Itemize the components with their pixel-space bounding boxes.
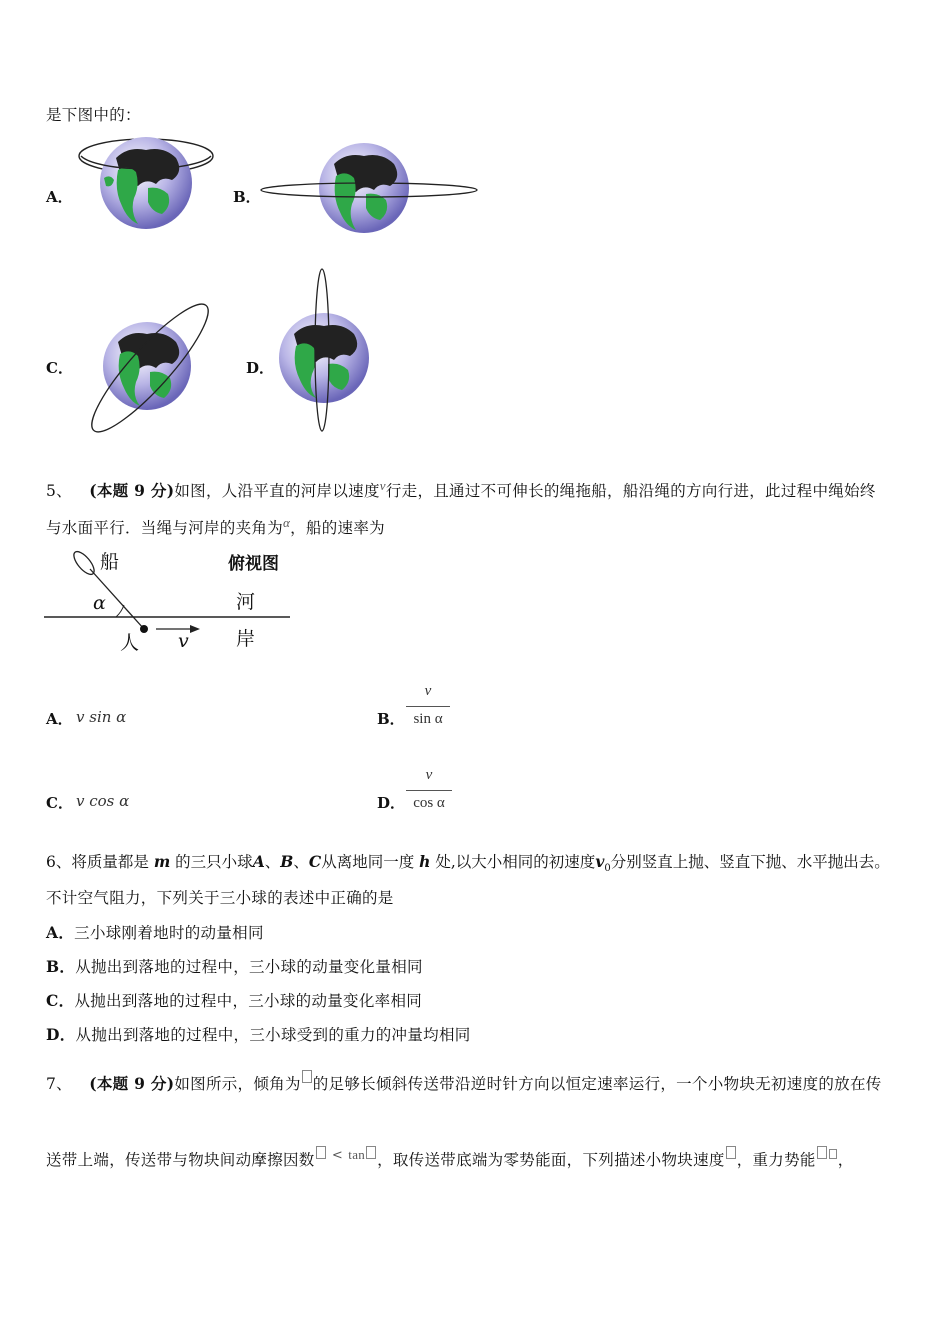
q4-option-a-label: A．	[46, 188, 73, 206]
globe-with-equatorial-ring-icon	[258, 142, 480, 238]
q6-ball-b: B	[280, 852, 294, 871]
q5-option-d-label: D．	[377, 794, 406, 812]
q7-angle-placeholder-icon	[302, 1070, 312, 1083]
q5-figure-bank-label: 岸	[236, 628, 256, 650]
q7-energy-placeholder-icon	[817, 1146, 827, 1159]
q6-option-d-text: 从抛出到落地的过程中，三小球受到的重力的冲量均相同	[75, 1026, 471, 1044]
q7-mu-placeholder-icon	[316, 1146, 326, 1159]
q5-option-d-fraction	[406, 767, 452, 812]
q5-option-d-denominator: cos α	[413, 795, 445, 811]
q5-line2-pre: 与水面平行．当绳与河岸的夹角为	[46, 519, 284, 538]
q6-text-d: 处,以大小相同的初速度	[435, 853, 596, 871]
q7-velocity-placeholder-icon	[726, 1146, 736, 1159]
q7-line2-mid2: ，重力势能	[736, 1151, 816, 1170]
q5-figure-view-label: 俯视图	[228, 554, 279, 574]
q5-figure-velocity-label: v	[178, 630, 189, 652]
q6-option-a-label: A．	[46, 923, 75, 942]
q6-v0-symbol: v	[595, 852, 605, 871]
q5-angle-symbol: α	[283, 515, 291, 530]
q7-less-than: <	[331, 1148, 344, 1163]
q6-option-b-label: B．	[46, 957, 76, 976]
q6-option-d	[46, 1023, 471, 1045]
q4-option-d-label: D．	[246, 359, 275, 377]
q7-line-1	[46, 1070, 882, 1094]
q7-line1-pre: 如图所示，倾角为	[174, 1075, 301, 1094]
q6-option-b	[46, 955, 423, 977]
q5-option-a-expr: v sin α	[76, 708, 127, 726]
q5-option-c-expr: v cos α	[76, 792, 130, 810]
q6-number: 6、	[46, 853, 72, 871]
q6-ball-c: C	[308, 852, 322, 871]
q6-line-1	[46, 850, 890, 874]
q6-line-2: 不计空气阻力，下列关于三小球的表述中正确的是	[46, 889, 394, 907]
q5-option-d-numerator: v	[425, 767, 433, 783]
q5-line-1	[46, 478, 876, 501]
q6-sep-2: 、	[293, 853, 309, 871]
intro-text: 是下图中的：	[46, 106, 141, 124]
q6-option-c-label: C．	[46, 991, 75, 1010]
q6-text-b: 的三只小球	[175, 853, 253, 871]
globe-with-tilted-ring-icon	[80, 302, 222, 436]
q5-option-b-numerator: v	[424, 683, 432, 699]
q5-option-b-denominator: sin α	[413, 711, 443, 727]
q7-line2-mid: ，取传送带底端为零势能面，下列描述小物块速度	[377, 1151, 725, 1170]
q5-line2-post: ，船的速率为	[290, 519, 385, 538]
q6-option-a	[46, 921, 264, 943]
q4-option-b-label: B．	[233, 188, 261, 206]
q6-option-c-text: 从抛出到落地的过程中，三小球的动量变化率相同	[74, 992, 423, 1010]
globe-with-ring-above-icon	[76, 128, 218, 238]
q7-tan: tan	[348, 1147, 366, 1162]
q6-option-a-text: 三小球刚着地时的动量相同	[74, 924, 264, 942]
q5-figure-angle-label: α	[93, 592, 106, 614]
globe-with-polar-ring-icon	[274, 268, 374, 434]
q4-option-c-label: C．	[46, 359, 73, 377]
q6-height-symbol: h	[419, 852, 431, 871]
q5-velocity-symbol: v	[379, 478, 386, 493]
q7-line2-pre: 送带上端，传送带与物块间动摩擦因数	[46, 1151, 315, 1170]
q7-number: 7、	[46, 1075, 72, 1094]
q7-line-2	[46, 1146, 854, 1170]
q5-option-b-label: B．	[377, 710, 405, 728]
q7-points: (本题 9 分)	[89, 1074, 175, 1094]
q6-text-c: 从离地同一度	[321, 853, 415, 871]
q5-figure-river-label: 河	[236, 591, 256, 613]
q5-option-b-bar	[406, 706, 450, 707]
q6-option-c	[46, 989, 422, 1011]
q5-option-a-label: A．	[46, 710, 73, 728]
q5-figure-boat-label: 船	[100, 551, 120, 573]
q5-option-d-bar	[406, 790, 452, 791]
q6-mass-symbol: m	[153, 852, 171, 871]
q5-points: (本题 9 分)	[89, 481, 175, 501]
q5-number: 5、	[46, 482, 72, 501]
q6-sep-1: 、	[264, 853, 281, 871]
q6-v0-subscript: 0	[604, 863, 611, 875]
q6-option-b-text: 从抛出到落地的过程中，三小球的动量变化量相同	[75, 958, 423, 976]
q5-option-c-label: C．	[46, 794, 73, 812]
q7-energy-sub-placeholder-icon	[829, 1149, 837, 1159]
q6-text-e: 分别竖直上抛、竖直下抛、水平抛出去。	[610, 853, 890, 871]
q5-line1-pre: 如图，人沿平直的河岸以速度	[174, 482, 380, 501]
q5-line-2	[46, 515, 385, 538]
q6-ball-a: A	[252, 852, 265, 871]
q5-option-b-fraction	[406, 683, 450, 728]
q7-line2-end: ，	[837, 1151, 854, 1170]
q7-theta-placeholder-icon	[366, 1146, 376, 1159]
q5-figure-person-label: 人	[120, 632, 140, 654]
q5-line1-post: 行走，且通过不可伸长的绳拖船，船沿绳的方向行进，此过程中绳始终	[385, 482, 876, 501]
q7-line1-post: 的足够长倾斜传送带沿逆时针方向以恒定速率运行，一个小物块无初速度的放在传	[312, 1075, 882, 1094]
q6-option-d-label: D．	[46, 1025, 76, 1044]
q6-text-a: 将质量都是	[71, 853, 149, 871]
